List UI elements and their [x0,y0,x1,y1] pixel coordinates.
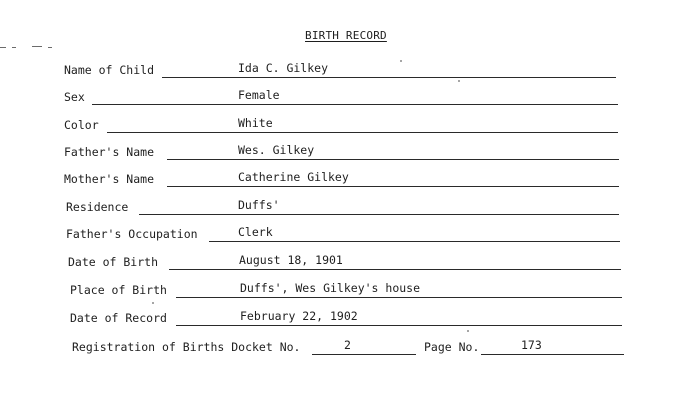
field-value: Clerk [238,225,273,239]
scan-speck [458,80,460,82]
field-value: Ida C. Gilkey [238,61,329,75]
field-label: Mother's Name [64,172,155,186]
field-label: Color [64,118,99,132]
field-value: Female [238,88,280,102]
field-value: Duffs' [238,198,280,212]
field-value: Duffs', Wes Gilkey's house [240,281,421,295]
scan-speck [467,330,469,332]
field-label: Name of Child [64,63,155,77]
field-name-of-child [64,62,616,78]
docket-value: 2 [344,338,351,352]
field-label: Date of Record [70,311,167,325]
field-fathers-occupation [66,226,620,242]
document-title: BIRTH RECORD [305,29,387,42]
scan-artifact [32,46,42,47]
scan-speck [152,302,154,304]
field-value: Wes. Gilkey [238,143,315,157]
field-label: Father's Occupation [66,227,198,241]
scan-artifact [48,47,52,48]
field-underline [167,159,619,160]
field-fathers-name [64,144,619,160]
field-sex [64,89,618,105]
field-value: Catherine Gilkey [238,170,349,184]
field-residence [66,199,619,215]
field-underline [92,104,618,105]
registration-line [72,339,624,355]
field-underline [209,241,620,242]
field-value: White [238,116,273,130]
field-mothers-name [64,171,619,187]
field-place-of-birth [70,282,622,298]
field-date-of-record [70,310,622,326]
scan-artifact [12,47,16,48]
field-label: Date of Birth [68,255,159,269]
field-underline [176,297,622,298]
page-label: Page No. [424,340,480,354]
page-value: 173 [521,338,542,352]
scan-artifact [0,47,6,48]
field-underline [107,132,618,133]
field-underline [169,269,621,270]
field-underline [176,325,622,326]
field-label: Place of Birth [70,283,167,297]
field-underline [162,77,616,78]
field-value: February 22, 1902 [240,309,358,323]
field-label: Sex [64,90,85,104]
docket-underline [312,354,416,355]
field-underline [139,214,619,215]
docket-label: Registration of Births Docket No. [72,340,301,354]
field-color [64,117,618,133]
field-value: August 18, 1901 [239,253,343,267]
field-label: Father's Name [64,145,155,159]
field-underline [167,186,619,187]
page-underline [481,354,624,355]
field-date-of-birth [68,254,621,270]
field-label: Residence [66,200,129,214]
